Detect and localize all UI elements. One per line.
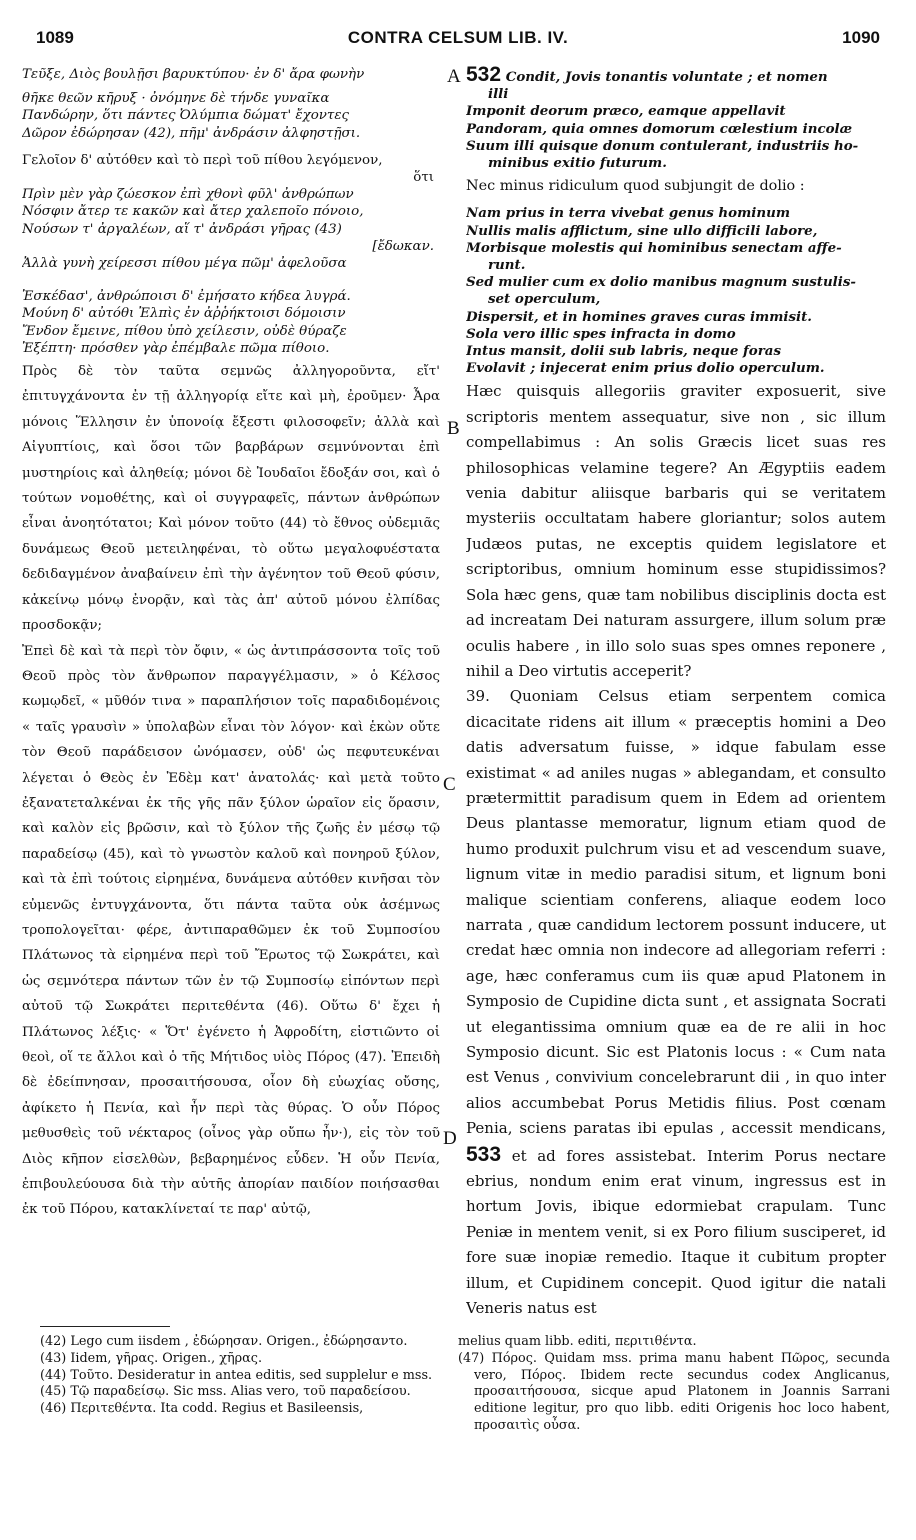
column-number: 532: [466, 66, 502, 86]
greek-column: [22, 66, 440, 1223]
verse-line: illi: [488, 86, 509, 103]
column-number: 533: [466, 1142, 502, 1166]
footnote-rule-left: [40, 1326, 170, 1327]
footnote-continuation: melius quam libb. editi, περιτιθέντα.: [458, 1334, 697, 1349]
verse-line: runt.: [488, 257, 526, 274]
verse-line: Imponit deorum præco, eamque appellavit: [466, 103, 786, 120]
verse-line: Ἐσκέδασ', ἀνθρώποισι δ' ἐμήσατο κήδεα λυγρά.: [22, 289, 351, 305]
prose-line: Γελοῖον δ' αὐτόθεν καὶ τὸ περὶ τοῦ πίθου λεγόμενον,: [22, 152, 383, 168]
verse-line: [ἔδωκαν.: [372, 238, 434, 254]
running-head: [36, 28, 880, 54]
verse-line: θῆκε θεῶν κῆρυξ · ὀνόμηνε δὲ τήνδε γυναῖκα: [22, 91, 330, 107]
running-title: CONTRA CELSUM LIB. IV.: [347, 28, 569, 47]
margin-letter-b: B: [447, 418, 460, 439]
verse-line: Intus mansit, dolii sub labris, neque foras: [466, 343, 781, 360]
page-number-right: 1090: [842, 28, 880, 47]
verse-line: Evolavit ; injecerat enim prius dolio operculum.: [466, 360, 825, 377]
footnote: (47) Πόρος. Quidam mss. prima manu habent Πῶρος, secunda vero, Πόρος. Ibidem recte secundus codex Anglicanus, προσαιτήσουσα, sicque apud Platonem in Joannis Sarrani editione legitur, pro quo libb. editi Origenis hoc loco habent, προσαιτὶς οὖσα.: [458, 1350, 890, 1433]
latin-paragraph-2-cont: et ad fores assistebat. Interim Porus nectare ebrius, nondum enim erat vinum, ingressus est in hortum Jovis, ibique edormiebat crapulam. Tunc Peniæ in mentem venit, si ex Poro filium susciperet, id fore suæ inopiæ remedio. Itaque it cubitum propter illum, et Cupidinem concepit. Quod igitur die natali Veneris natus est: [466, 1146, 886, 1318]
verse-line: Μούνη δ' αὐτόθι Ἐλπὶς ἐν ἀῤῥήκτοισι δόμοισιν: [22, 306, 346, 322]
footnote: (46) Περιτεθέντα. Ita codd. Regius et Basileensis,: [40, 1401, 364, 1417]
prose-line: ὅτι: [413, 170, 434, 186]
margin-letter-c: C: [443, 774, 456, 795]
prose-line: Nec minus ridiculum quod subjungit de dolio :: [466, 178, 805, 195]
verse-line: Ἀλλὰ γυνὴ χείρεσσι πίθου μέγα πῶμ' ἀφελοῦσα: [22, 256, 347, 272]
footnotes-right: [458, 1334, 890, 1435]
verse-line: Νούσων τ' ἀργαλέων, αἵ τ' ἀνδράσι γῆρας (43): [22, 221, 342, 237]
verse-line: Suum illi quisque donum contulerant, industriis ho-: [466, 137, 859, 154]
latin-prose-intro: [466, 178, 886, 195]
greek-paragraph-2: Ἐπεὶ δὲ καὶ τὰ περὶ τὸν ὄφιν, « ὡς ἀντιπράσσοντα τοῖς τοῦ Θεοῦ πρὸς τὸν ἄνθρωπον παραγγέλμασιν, » ὁ Κέλσος κωμῳδεῖ, « μῦθόν τινα » παραπλήσιον τοῖς παραδιδομένοις « ταῖς γραυσὶν » ὑπολαβὼν εἶναι τὸν λόγον· καὶ ἑκὼν οὔτε τὸν Θεοῦ παράδεισον ὠνόμασεν, οὐδ' ὡς πεφυτευκέναι λέγεται ὁ Θεὸς ἐν Ἐδὲμ κατ' ἀνατολάς· καὶ μετὰ τοῦτο ἐξανατεταλκέναι ἐκ τῆς γῆς πᾶν ξύλον ὡραῖον εἰς ὅρασιν, καὶ καλὸν εἰς βρῶσιν, καὶ τὸ ξύλον τῆς ζωῆς ἐν μέσῳ τῷ παραδείσῳ (45), καὶ τὸ γνωστὸν καλοῦ καὶ πονηροῦ ξύλον, καὶ τὰ ἐπὶ τούτοις εἰρημένα, δυνάμενα αὐτόθεν κινῆσαι τὸν εὐμενῶς ἐντυγχάνοντα, ὅτι πάντα ταῦτα οὐκ ἀσέμνως τροπολογεῖται· φέρε, ἀντιπαραθῶμεν ἐκ τοῦ Συμποσίου Πλάτωνος τὰ εἰρημένα περὶ τοῦ Ἔρωτος τῷ Σωκράτει, καὶ ὡς σεμνότερα πάντων τῶν ἐν τῷ Συμποσίῳ εἰπόντων περὶ αὐτοῦ τῷ Σωκράτει περιτεθέντα (46). Οὕτω δ' ἔχει ἡ Πλάτωνος λέξις· « Ὅτ' ἐγένετο ἡ Ἀφροδίτη, εἱστιῶντο οἱ θεοὶ, οἵ τε ἄλλοι καὶ ὁ τῆς Μήτιδος υἱὸς Πόρος (47). Ἐπειδὴ δὲ ἐδείπνησαν, προσαιτήσουσα, οἷον δὴ εὐωχίας οὔσης, ἀφίκετο ἡ Πενία, καὶ ἦν περὶ τὰς θύρας. Ὁ οὖν Πόρος μεθυσθεὶς τοῦ νέκταρος (οἶνος γὰρ οὔπω ἦν·), εἰς τὸν τοῦ Διὸς κῆπον εἰσελθὼν, βεβαρημένος εὗδεν. Ἡ οὖν Πενία, ἐπιβουλεύουσα διὰ τὴν αὑτῆς ἀπορίαν παιδίον ποιήσασθαι ἐκ τοῦ Πόρου, κατακλίνεταί τε παρ' αὐτῷ,: [22, 643, 440, 1218]
verse-line: Sed mulier cum ex dolio manibus magnum sustulis-: [466, 274, 856, 291]
verse-line: [466, 66, 886, 86]
latin-paragraph-1: Hæc quisquis allegoriis graviter exposuerit, sive scriptoris mentem assequatur, sive non , sic illum compellabimus : An solis Græcis licet suas res philosophicas velamine tegere? An Ægyptiis eadem venia dabitur aliisque barbaris qui se veritatem mysteriis occultatam habere gloriantur; solos autem Judæos putas, ne exceptis quidem legislatore et scriptoribus, omnium hominum esse stupidissimos? Sola hæc gens, quæ tam nobilibus disciplinis docta est ad increatam Dei naturam assurgere, illum solum præ oculis habere , in illo solo suas spes omnes reponere , nihil a Deo virtutis acceperit?: [466, 382, 886, 680]
page-number-left: 1089: [36, 28, 74, 47]
verse-line: minibus exitio futurum.: [488, 155, 667, 172]
verse-line: Nullis malis afflictum, sine ullo difficili labore,: [466, 222, 818, 239]
latin-paragraph-2: [466, 684, 886, 1321]
verse-line: Τεῦξε, Διὸς βουλῇσι βαρυκτύπου· ἐν δ' ἄρα φωνὴν: [22, 67, 365, 82]
greek-verse-1: [22, 66, 440, 142]
verse-line: Πρὶν μὲν γὰρ ζώεσκον ἐπὶ χθονὶ φῦλ' ἀνθρώπων: [22, 187, 354, 203]
verse-text: Condit, Jovis tonantis voluntate ; et nomen: [505, 69, 828, 85]
greek-verse-2: [22, 186, 440, 357]
verse-line: Dispersit, et in homines graves curas immisit.: [466, 308, 812, 325]
verse-line: Morbisque molestis qui hominibus senectam affe-: [466, 239, 842, 256]
verse-line: Pandoram, quia omnes domorum cœlestium incolæ: [466, 120, 853, 137]
latin-verse-2: [466, 205, 886, 377]
latin-column: [466, 66, 886, 1321]
verse-line: Νόσφιν ἄτερ τε κακῶν καὶ ἄτερ χαλεποῖο πόνοιο,: [22, 204, 364, 220]
latin-paragraph-2-text: 39. Quoniam Celsus etiam serpentem comica dicacitate ridens ait illum « præceptis homini a Deo datis adversatum fuisse, » idque fabulam esse existimat « ad aniles nugas » ablegandam, et consulto prætermittit paradisum quem in Edem ad orientem Deus plantasse memoratur, lignum etiam quod de humo produxit pulchrum visu et ad vescendum suave, lignum vitæ in medio paradisi situm, et lignum boni malique scientiam conferens, aliaque eodem loco narrata , quæ candidum lectorem possunt inducere, ut credat hæc omnia non indecore ad allegoriam referri : age, hæc conferamus cum iis quæ apud Platonem in Symposio de Cupidine dicta sunt , et assignata Socrati ut elegantissima omnium quæ ea de re alii in hoc Symposio dicunt. Sic est Platonis locus : « Cum nata est Venus , convivium concelebrarunt dii , in quo inter alios accumbebat Porus Metidis filius. Post cœnam Penia, sciens paratas ibi epulas , accessit mendicans,: [466, 687, 886, 1138]
footnotes-left: [40, 1334, 440, 1418]
verse-line: set operculum,: [488, 291, 601, 308]
greek-prose-intro: [22, 152, 440, 186]
footnote: (44) Τοῦτο. Desideratur in antea editis, sed supplelur e mss.: [40, 1367, 433, 1383]
verse-line: Nam prius in terra vivebat genus hominum: [466, 205, 790, 222]
footnote: (42) Lego cum iisdem , ἐδώρησαν. Origen., ἐδώρησαντο.: [40, 1334, 408, 1349]
verse-line: Δῶρον ἐδώρησαν (42), πῆμ' ἀνδράσιν ἀλφηστῇσι.: [22, 125, 361, 141]
greek-paragraph-1: Πρὸς δὲ τὸν ταῦτα σεμνῶς ἀλληγοροῦντα, εἴτ' ἐπιτυγχάνοντα ἐν τῇ ἀλληγορίᾳ εἴτε καὶ μὴ, ἐροῦμεν· Ἆρα μόνοις Ἕλλησιν ἐν ὑπονοίᾳ ἔξεστι φιλοσοφεῖν; ἀλλὰ καὶ Αἰγυπτίοις, καὶ ὅσοι τῶν βαρβάρων σεμνύνονται ἐπὶ μυστηρίοις καὶ ἀληθείᾳ; μόνοι δὲ Ἰουδαῖοι ἔδοξάν σοι, καὶ ὁ τούτων νομοθέτης, καὶ οἱ συγγραφεῖς, πάντων ἀνθρώπων εἶναι ἀνοητότατοι; Καὶ μόνον τοῦτο (44) τὸ ἔθνος οὐδεμιᾶς δυνάμεως Θεοῦ μετειληφέναι, τὸ οὕτω μεγαλοφυέστατα δεδιδαγμένον ἀναβαίνειν ἐπὶ τὴν ἀγένητον τοῦ Θεοῦ φύσιν, κἀκείνῳ μόνῳ ἐνορᾷν, καὶ τὰς ἀπ' αὐτοῦ μόνου ἐλπίδας προσδοκᾷν;: [22, 364, 440, 634]
footnote: (45) Τῷ παραδείσῳ. Sic mss. Alias vero, τοῦ παραδείσου.: [40, 1384, 411, 1400]
verse-line: Ἔνδον ἔμεινε, πίθου ὑπὸ χείλεσιν, οὐδὲ θύραζε: [22, 323, 347, 339]
footnote: (43) Iidem, γῆρας. Origen., χῆρας.: [40, 1350, 263, 1366]
margin-letter-d: D: [443, 1128, 457, 1149]
margin-letter-a: A: [447, 66, 461, 87]
latin-verse-1: [466, 66, 886, 172]
verse-line: Πανδώρην, ὅτι πάντες Ὀλύμπια δώματ' ἔχοντες: [22, 108, 350, 124]
verse-line: Ἐξέπτη· πρόσθεν γὰρ ἐπέμβαλε πῶμα πίθοιο.: [22, 340, 330, 356]
verse-line: Sola vero illic spes infracta in domo: [466, 325, 736, 342]
